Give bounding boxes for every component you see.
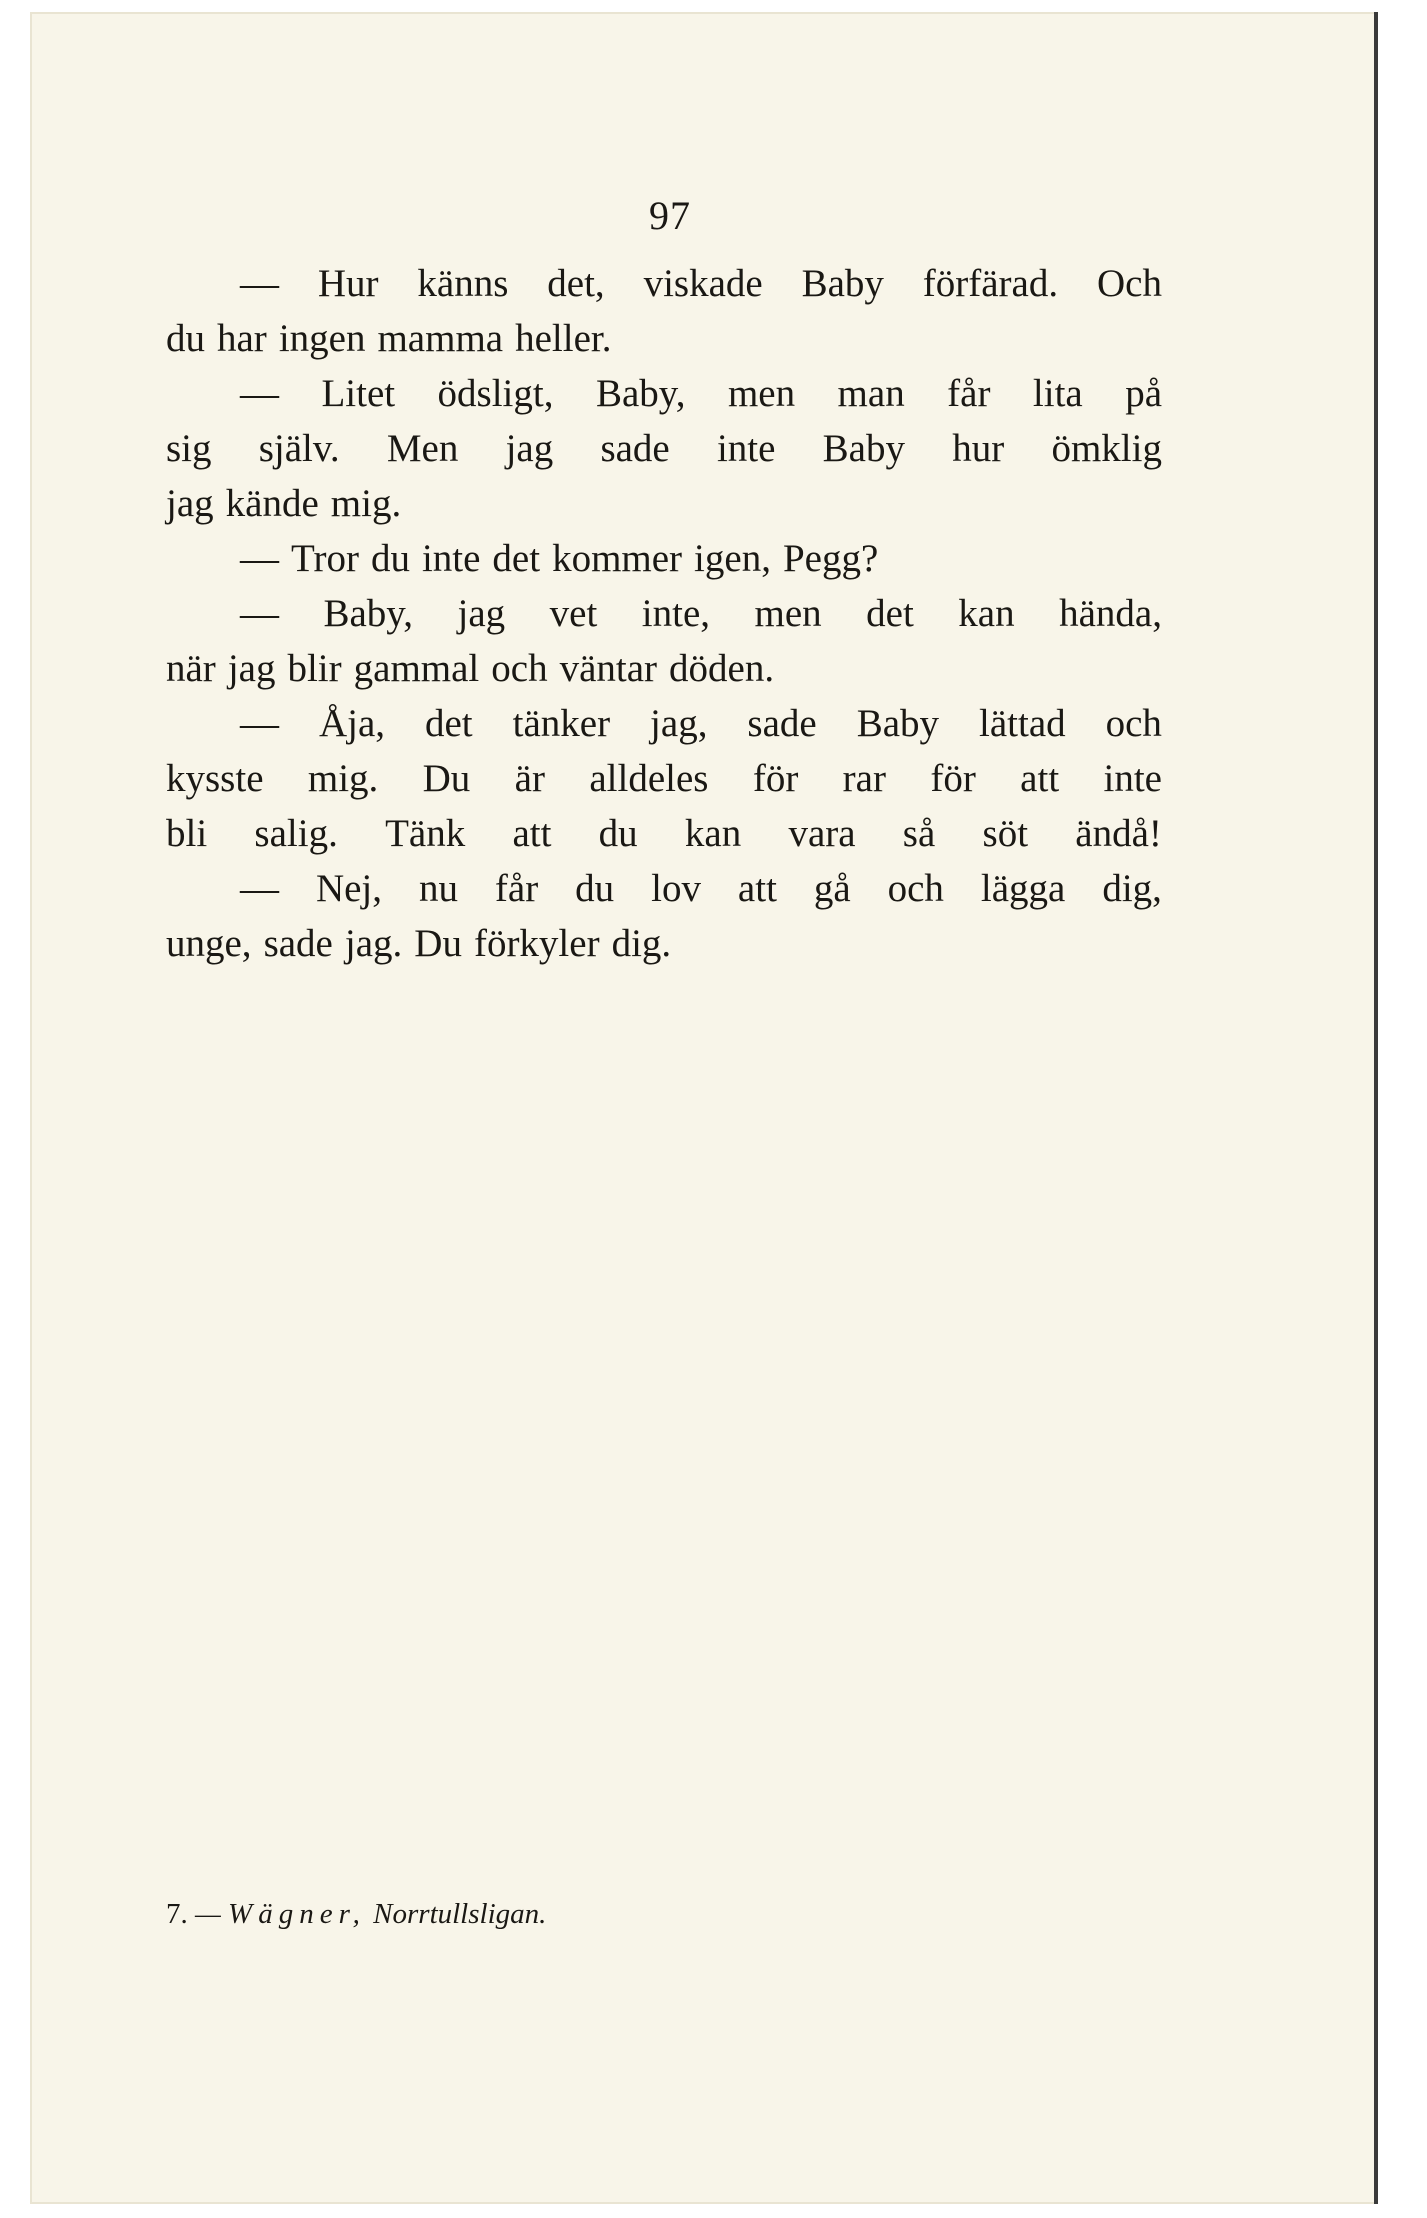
word: gammal [353, 647, 480, 690]
word: mamma [377, 317, 504, 360]
word: Tror [291, 537, 359, 580]
word: Hur [317, 262, 379, 305]
word: viskade [643, 262, 763, 305]
word: väntar [559, 647, 658, 690]
body-text [166, 256, 1162, 971]
text-line [166, 641, 1162, 696]
word: Baby [801, 262, 884, 305]
word: på [1125, 372, 1162, 415]
word: Du [422, 757, 471, 800]
text-line [166, 311, 1162, 366]
word: du [598, 812, 638, 855]
word: kan [958, 592, 1015, 635]
word: salig. [254, 812, 338, 855]
word: förfärad. [922, 262, 1059, 305]
word: men [727, 372, 796, 415]
word: heller. [515, 317, 612, 360]
word: jag [227, 647, 276, 690]
word: att [737, 867, 777, 910]
word: Baby [822, 427, 905, 470]
word: jag. [344, 922, 403, 965]
word: gå [813, 867, 851, 910]
word: bli [166, 812, 208, 855]
word: Pegg? [782, 537, 879, 580]
word: att [512, 812, 552, 855]
text-line [166, 256, 1162, 311]
word: får [947, 372, 991, 415]
word: jag [166, 482, 214, 525]
word: mig. [330, 482, 402, 525]
page-number: 97 [649, 193, 691, 238]
word: — [240, 372, 279, 415]
text-line [166, 421, 1162, 476]
word: — [240, 537, 279, 580]
word: Nej, [315, 867, 383, 910]
word: ömklig [1051, 427, 1162, 470]
text-line [166, 751, 1162, 806]
word: — [240, 867, 279, 910]
word: att [1020, 757, 1060, 800]
word: själv. [258, 427, 340, 470]
word: hur [952, 427, 1005, 470]
word: Du [414, 922, 462, 965]
word: det [492, 537, 541, 580]
footer-author: Wägner, [228, 1898, 366, 1930]
word: när [166, 647, 216, 690]
footer-dash: — [195, 1898, 221, 1930]
word: jag, [650, 702, 708, 745]
word: igen, [694, 537, 771, 580]
word: rar [842, 757, 886, 800]
word: Tänk [385, 812, 466, 855]
word: blir [287, 647, 342, 690]
word: inte [1103, 757, 1162, 800]
text-line [166, 806, 1162, 861]
word: vet [549, 592, 598, 635]
word: lita [1032, 372, 1083, 415]
word: — [240, 262, 279, 305]
word: ändå! [1075, 812, 1162, 855]
word: dig, [1102, 867, 1162, 910]
text-line [166, 916, 1162, 971]
word: du [575, 867, 615, 910]
word: det [425, 702, 473, 745]
word: jag [457, 592, 506, 635]
text-line [166, 366, 1162, 421]
word: förkyler [473, 922, 600, 965]
word: döden. [669, 647, 775, 690]
word: kände [225, 482, 319, 525]
text-line [166, 696, 1162, 751]
book-page [30, 12, 1378, 2204]
word: ödsligt, [437, 372, 554, 415]
word: det [866, 592, 914, 635]
word: lov [651, 867, 701, 910]
word: hända, [1059, 592, 1162, 635]
word: men [754, 592, 822, 635]
word: — [240, 702, 279, 745]
footer-title: Norrtullsligan. [373, 1898, 547, 1930]
word: ingen [278, 317, 366, 360]
word: vara [788, 812, 856, 855]
word: dig. [611, 922, 672, 965]
word: känns [417, 262, 509, 305]
word: har [217, 317, 267, 360]
word: kommer [552, 537, 683, 580]
word: för [752, 757, 799, 800]
word: mig. [307, 757, 379, 800]
word: Men [386, 427, 459, 470]
word: du [370, 537, 410, 580]
word: för [930, 757, 976, 800]
word: och [887, 867, 944, 910]
page-edge-shadow [1374, 12, 1378, 2204]
signature-footer [166, 1894, 546, 1934]
word: du [166, 317, 205, 360]
word: — [240, 592, 279, 635]
word: lägga [980, 867, 1066, 910]
word: man [837, 372, 905, 415]
word: sade [263, 922, 333, 965]
word: kysste [166, 757, 264, 800]
word: så [902, 812, 936, 855]
word: Och [1096, 262, 1162, 305]
word: Åja, [318, 702, 386, 745]
word: sig [166, 427, 212, 470]
word: får [494, 867, 539, 910]
word: söt [982, 812, 1029, 855]
word: lättad [979, 702, 1066, 745]
word: nu [418, 867, 458, 910]
word: och [491, 647, 548, 690]
word: alldeles [589, 757, 709, 800]
word: unge, [166, 922, 252, 965]
word: kan [684, 812, 742, 855]
text-line [166, 476, 1162, 531]
word: Baby [856, 702, 940, 745]
word: Litet [321, 372, 396, 415]
word: är [514, 757, 545, 800]
word: det, [547, 262, 605, 305]
word: inte, [641, 592, 711, 635]
word: och [1105, 702, 1162, 745]
word: sade [747, 702, 817, 745]
text-line [166, 531, 1162, 586]
word: inte [421, 537, 481, 580]
word: inte [716, 427, 776, 470]
word: jag [505, 427, 554, 470]
word: Baby, [323, 592, 414, 635]
word: sade [600, 427, 670, 470]
footer-sheet-number: 7. [166, 1898, 188, 1930]
text-line [166, 586, 1162, 641]
text-line [166, 861, 1162, 916]
word: tänker [512, 702, 611, 745]
word: Baby, [595, 372, 686, 415]
